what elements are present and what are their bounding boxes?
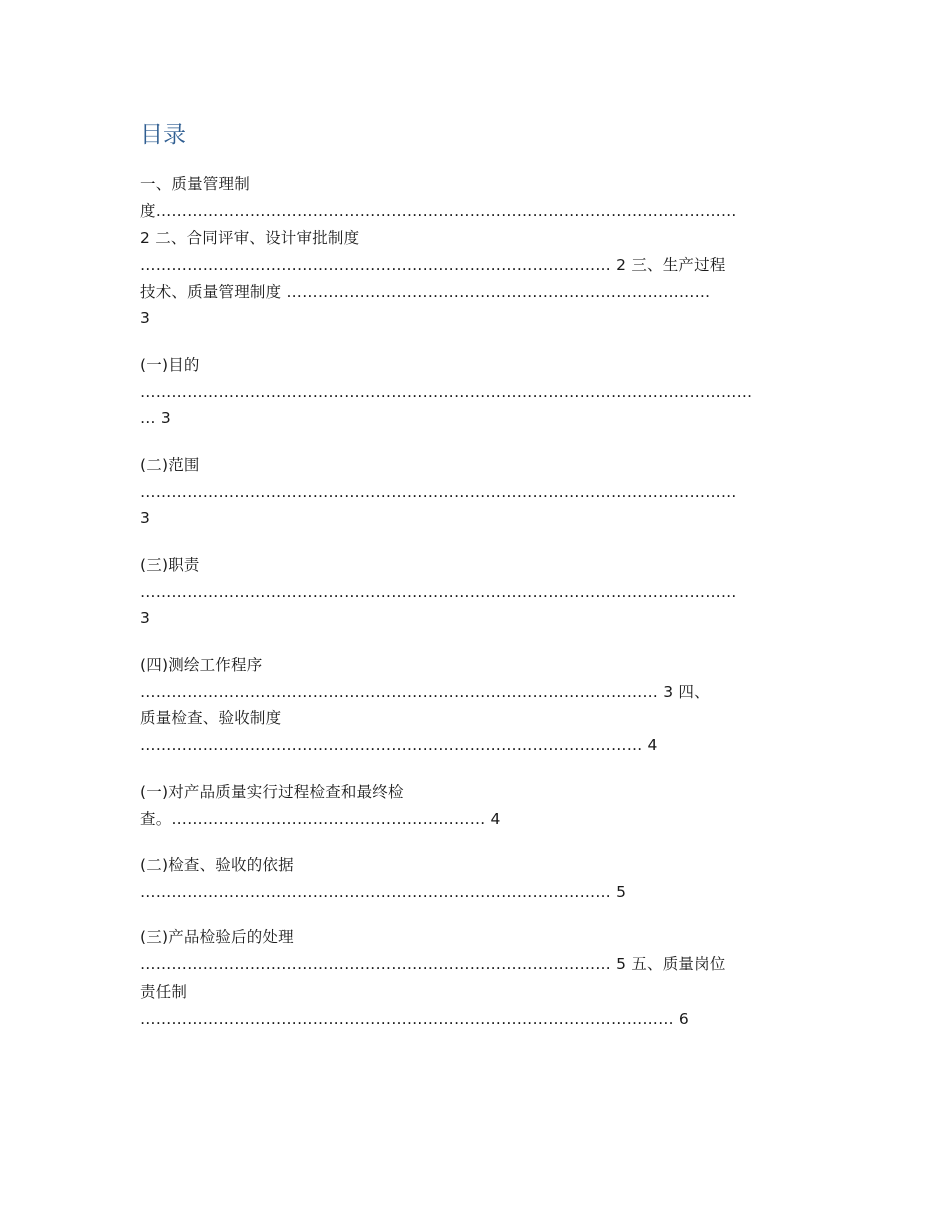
toc-title: 目录 — [140, 122, 186, 148]
toc-line: (一)目的 — [140, 356, 200, 374]
toc-line: ………………………………………………………………………………………… 6 — [140, 1010, 689, 1028]
toc-line: 查。…………………………………………………… 4 — [140, 810, 501, 828]
toc-line: …………………………………………………………………………………………………… — [140, 483, 737, 501]
toc-line: (二)范围 — [140, 456, 200, 474]
toc-line: 度………………………………………………………………………………………………… — [140, 202, 737, 220]
toc-line: (一)对产品质量实行过程检查和最终检 — [140, 783, 404, 801]
toc-line: (三)职责 — [140, 556, 200, 574]
toc-line: 技术、质量管理制度 ……………………………………………………………………… — [140, 283, 711, 301]
toc-line: …………………………………………………………………………………… 4 — [140, 736, 658, 754]
toc-line: 3 — [140, 309, 151, 327]
toc-line: …………………………………………………………………………………………………… — [140, 583, 737, 601]
toc-line: (二)检查、验收的依据 — [140, 856, 294, 874]
toc-line: ……………………………………………………………………………… 5 — [140, 883, 627, 901]
toc-line: (三)产品检验后的处理 — [140, 928, 294, 946]
toc-line: 3 — [140, 509, 151, 527]
toc-line: 责任制 — [140, 983, 188, 1001]
toc-line: ……………………………………………………………………………… 2 三、生产过程 — [140, 256, 726, 274]
toc-line: 质量检查、验收制度 — [140, 709, 282, 727]
toc-line: 一、质量管理制 — [140, 175, 250, 193]
toc-line: 3 — [140, 609, 151, 627]
toc-line: ……………………………………………………………………………………………………… — [140, 383, 753, 401]
toc-line: … 3 — [140, 409, 171, 427]
toc-line: (四)测绘工作程序 — [140, 656, 263, 674]
toc-line: ……………………………………………………………………………………… 3 四、 — [140, 683, 710, 701]
toc-line: ……………………………………………………………………………… 5 五、质量岗位 — [140, 955, 726, 973]
toc-line: 2 二、合同评审、设计审批制度 — [140, 229, 360, 247]
